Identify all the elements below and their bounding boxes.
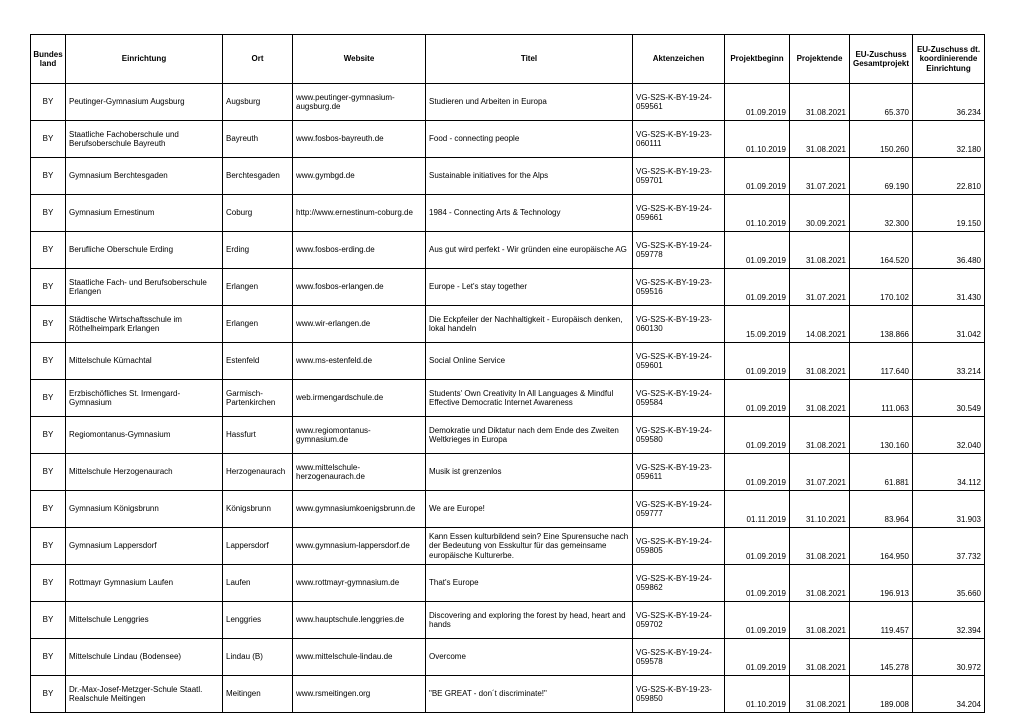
cell-website: www.mittelschule-herzogenaurach.de [293, 454, 426, 491]
cell-bundesland: BY [31, 232, 66, 269]
cell-projektende: 31.08.2021 [790, 380, 850, 417]
cell-aktenzeichen: VG-S2S-K-BY-19-24-059777 [633, 491, 725, 528]
cell-ort: Herzogenaurach [223, 454, 293, 491]
cell-eu-zuschuss-koordinierende: 36.234 [913, 84, 985, 121]
cell-ort: Meitingen [223, 676, 293, 713]
cell-einrichtung: Staatliche Fachoberschule und Berufsoberschule Bayreuth [66, 121, 223, 158]
table-row [31, 602, 985, 639]
cell-aktenzeichen: VG-S2S-K-BY-19-23-059611 [633, 454, 725, 491]
cell-eu-zuschuss-gesamtprojekt: 138.866 [850, 306, 913, 343]
cell-projektende: 31.07.2021 [790, 158, 850, 195]
cell-eu-zuschuss-koordinierende: 36.480 [913, 232, 985, 269]
cell-aktenzeichen: VG-S2S-K-BY-19-23-059516 [633, 269, 725, 306]
table-row [31, 565, 985, 602]
header-aktenzeichen: Aktenzeichen [633, 35, 725, 84]
cell-eu-zuschuss-gesamtprojekt: 164.950 [850, 528, 913, 565]
cell-titel: Overcome [426, 639, 633, 676]
table-row [31, 491, 985, 528]
cell-projektbeginn: 01.10.2019 [725, 676, 790, 713]
cell-eu-zuschuss-koordinierende: 19.150 [913, 195, 985, 232]
cell-projektbeginn: 01.09.2019 [725, 232, 790, 269]
cell-bundesland: BY [31, 269, 66, 306]
cell-titel: 1984 - Connecting Arts & Technology [426, 195, 633, 232]
cell-aktenzeichen: VG-S2S-K-BY-19-24-059661 [633, 195, 725, 232]
cell-ort: Berchtesgaden [223, 158, 293, 195]
cell-projektende: 31.08.2021 [790, 121, 850, 158]
cell-projektbeginn: 01.09.2019 [725, 380, 790, 417]
header-row [31, 35, 985, 84]
cell-projektende: 31.08.2021 [790, 417, 850, 454]
cell-ort: Erding [223, 232, 293, 269]
cell-titel: That's Europe [426, 565, 633, 602]
cell-aktenzeichen: VG-S2S-K-BY-19-23-059701 [633, 158, 725, 195]
table-row [31, 158, 985, 195]
cell-website: www.ms-estenfeld.de [293, 343, 426, 380]
cell-eu-zuschuss-koordinierende: 31.430 [913, 269, 985, 306]
cell-aktenzeichen: VG-S2S-K-BY-19-23-060130 [633, 306, 725, 343]
table-row [31, 380, 985, 417]
cell-eu-zuschuss-koordinierende: 22.810 [913, 158, 985, 195]
cell-website: www.fosbos-erlangen.de [293, 269, 426, 306]
cell-einrichtung: Gymnasium Berchtesgaden [66, 158, 223, 195]
cell-bundesland: BY [31, 491, 66, 528]
cell-eu-zuschuss-gesamtprojekt: 69.190 [850, 158, 913, 195]
table-row [31, 417, 985, 454]
cell-einrichtung: Gymnasium Ernestinum [66, 195, 223, 232]
cell-aktenzeichen: VG-S2S-K-BY-19-23-059850 [633, 676, 725, 713]
cell-ort: Garmisch-Partenkirchen [223, 380, 293, 417]
cell-aktenzeichen: VG-S2S-K-BY-19-24-059805 [633, 528, 725, 565]
cell-projektbeginn: 01.09.2019 [725, 639, 790, 676]
cell-eu-zuschuss-gesamtprojekt: 170.102 [850, 269, 913, 306]
cell-website: www.hauptschule.lenggries.de [293, 602, 426, 639]
cell-projektende: 31.08.2021 [790, 343, 850, 380]
cell-website: www.gymnasium-lappersdorf.de [293, 528, 426, 565]
cell-einrichtung: Gymnasium Lappersdorf [66, 528, 223, 565]
table-row [31, 121, 985, 158]
cell-titel: Food - connecting people [426, 121, 633, 158]
header-projektende: Projektende [790, 35, 850, 84]
cell-bundesland: BY [31, 306, 66, 343]
cell-projektbeginn: 01.09.2019 [725, 454, 790, 491]
cell-projektende: 31.08.2021 [790, 84, 850, 121]
cell-titel: Kann Essen kulturbildend sein? Eine Spurensuche nach der Bedeutung von Esskultur für das gemeinsame europäische Kulturerbe. [426, 528, 633, 565]
cell-projektbeginn: 01.09.2019 [725, 269, 790, 306]
cell-website: www.fosbos-bayreuth.de [293, 121, 426, 158]
cell-ort: Hassfurt [223, 417, 293, 454]
cell-website: www.peutinger-gymnasium-augsburg.de [293, 84, 426, 121]
cell-ort: Lenggries [223, 602, 293, 639]
cell-projektbeginn: 01.09.2019 [725, 565, 790, 602]
cell-bundesland: BY [31, 454, 66, 491]
cell-projektende: 31.08.2021 [790, 528, 850, 565]
cell-projektende: 31.08.2021 [790, 676, 850, 713]
cell-titel: Aus gut wird perfekt - Wir gründen eine europäische AG [426, 232, 633, 269]
cell-titel: Europe - Let's stay together [426, 269, 633, 306]
table-row [31, 676, 985, 713]
cell-eu-zuschuss-gesamtprojekt: 150.260 [850, 121, 913, 158]
cell-eu-zuschuss-koordinierende: 31.903 [913, 491, 985, 528]
cell-bundesland: BY [31, 343, 66, 380]
cell-titel: Discovering and exploring the forest by head, heart and hands [426, 602, 633, 639]
cell-website: www.mittelschule-lindau.de [293, 639, 426, 676]
cell-eu-zuschuss-koordinierende: 32.180 [913, 121, 985, 158]
cell-einrichtung: Peutinger-Gymnasium Augsburg [66, 84, 223, 121]
cell-website: www.gymnasiumkoenigsbrunn.de [293, 491, 426, 528]
cell-eu-zuschuss-koordinierende: 34.112 [913, 454, 985, 491]
cell-eu-zuschuss-koordinierende: 32.394 [913, 602, 985, 639]
cell-projektende: 31.08.2021 [790, 602, 850, 639]
cell-projektbeginn: 01.09.2019 [725, 343, 790, 380]
cell-ort: Augsburg [223, 84, 293, 121]
cell-eu-zuschuss-gesamtprojekt: 164.520 [850, 232, 913, 269]
header-ort: Ort [223, 35, 293, 84]
header-einrichtung: Einrichtung [66, 35, 223, 84]
cell-titel: We are Europe! [426, 491, 633, 528]
cell-einrichtung: Mittelschule Lenggries [66, 602, 223, 639]
cell-einrichtung: Rottmayr Gymnasium Laufen [66, 565, 223, 602]
cell-eu-zuschuss-koordinierende: 37.732 [913, 528, 985, 565]
cell-aktenzeichen: VG-S2S-K-BY-19-24-059561 [633, 84, 725, 121]
cell-aktenzeichen: VG-S2S-K-BY-19-24-059862 [633, 565, 725, 602]
projects-table [30, 34, 985, 713]
cell-bundesland: BY [31, 565, 66, 602]
cell-einrichtung: Dr.-Max-Josef-Metzger-Schule Staatl. Realschule Meitingen [66, 676, 223, 713]
cell-bundesland: BY [31, 195, 66, 232]
cell-titel: Students' Own Creativity In All Languages & Mindful Effective Democratic Internet Awareness [426, 380, 633, 417]
cell-ort: Lappersdorf [223, 528, 293, 565]
table-row [31, 195, 985, 232]
cell-bundesland: BY [31, 602, 66, 639]
cell-website: web.irmengardschule.de [293, 380, 426, 417]
cell-einrichtung: Städtische Wirtschaftsschule im Röthelheimpark Erlangen [66, 306, 223, 343]
cell-eu-zuschuss-koordinierende: 30.972 [913, 639, 985, 676]
cell-einrichtung: Gymnasium Königsbrunn [66, 491, 223, 528]
cell-projektende: 31.08.2021 [790, 639, 850, 676]
cell-ort: Königsbrunn [223, 491, 293, 528]
header-projektbeginn: Projektbeginn [725, 35, 790, 84]
cell-eu-zuschuss-gesamtprojekt: 117.640 [850, 343, 913, 380]
cell-eu-zuschuss-gesamtprojekt: 119.457 [850, 602, 913, 639]
cell-aktenzeichen: VG-S2S-K-BY-19-24-059601 [633, 343, 725, 380]
cell-aktenzeichen: VG-S2S-K-BY-19-24-059702 [633, 602, 725, 639]
cell-ort: Erlangen [223, 306, 293, 343]
cell-aktenzeichen: VG-S2S-K-BY-19-24-059578 [633, 639, 725, 676]
cell-aktenzeichen: VG-S2S-K-BY-19-24-059584 [633, 380, 725, 417]
cell-website: www.rsmeitingen.org [293, 676, 426, 713]
cell-einrichtung: Staatliche Fach- und Berufsoberschule Erlangen [66, 269, 223, 306]
table-row [31, 528, 985, 565]
cell-projektbeginn: 01.11.2019 [725, 491, 790, 528]
cell-titel: Musik ist grenzenlos [426, 454, 633, 491]
cell-eu-zuschuss-gesamtprojekt: 61.881 [850, 454, 913, 491]
cell-titel: Die Eckpfeiler der Nachhaltigkeit - Europäisch denken, lokal handeln [426, 306, 633, 343]
table-row [31, 454, 985, 491]
cell-eu-zuschuss-gesamtprojekt: 196.913 [850, 565, 913, 602]
table-row [31, 269, 985, 306]
cell-projektende: 30.09.2021 [790, 195, 850, 232]
header-bundesland: Bundes land [31, 35, 66, 84]
cell-einrichtung: Regiomontanus-Gymnasium [66, 417, 223, 454]
cell-titel: "BE GREAT - don´t discriminate!" [426, 676, 633, 713]
cell-website: www.wir-erlangen.de [293, 306, 426, 343]
cell-einrichtung: Mittelschule Lindau (Bodensee) [66, 639, 223, 676]
cell-projektbeginn: 15.09.2019 [725, 306, 790, 343]
header-eu-zuschuss-gesamtprojekt: EU-Zuschuss Gesamtprojekt [850, 35, 913, 84]
cell-bundesland: BY [31, 528, 66, 565]
table-row [31, 343, 985, 380]
table-body [31, 84, 985, 713]
cell-aktenzeichen: VG-S2S-K-BY-19-23-060111 [633, 121, 725, 158]
cell-projektende: 31.07.2021 [790, 269, 850, 306]
cell-eu-zuschuss-gesamtprojekt: 32.300 [850, 195, 913, 232]
cell-website: www.fosbos-erding.de [293, 232, 426, 269]
cell-bundesland: BY [31, 158, 66, 195]
cell-eu-zuschuss-gesamtprojekt: 145.278 [850, 639, 913, 676]
cell-eu-zuschuss-gesamtprojekt: 111.063 [850, 380, 913, 417]
cell-einrichtung: Erzbischöfliches St. Irmengard-Gymnasium [66, 380, 223, 417]
cell-projektbeginn: 01.09.2019 [725, 84, 790, 121]
cell-projektbeginn: 01.09.2019 [725, 417, 790, 454]
cell-eu-zuschuss-koordinierende: 31.042 [913, 306, 985, 343]
cell-projektbeginn: 01.10.2019 [725, 195, 790, 232]
cell-projektbeginn: 01.09.2019 [725, 528, 790, 565]
cell-titel: Social Online Service [426, 343, 633, 380]
cell-eu-zuschuss-koordinierende: 30.549 [913, 380, 985, 417]
cell-website: www.regiomontanus-gymnasium.de [293, 417, 426, 454]
cell-projektende: 14.08.2021 [790, 306, 850, 343]
cell-projektende: 31.07.2021 [790, 454, 850, 491]
cell-bundesland: BY [31, 676, 66, 713]
cell-eu-zuschuss-gesamtprojekt: 83.964 [850, 491, 913, 528]
cell-eu-zuschuss-koordinierende: 34.204 [913, 676, 985, 713]
header-website: Website [293, 35, 426, 84]
cell-einrichtung: Mittelschule Herzogenaurach [66, 454, 223, 491]
cell-titel: Demokratie und Diktatur nach dem Ende des Zweiten Weltkrieges in Europa [426, 417, 633, 454]
cell-eu-zuschuss-koordinierende: 33.214 [913, 343, 985, 380]
cell-eu-zuschuss-koordinierende: 35.660 [913, 565, 985, 602]
cell-ort: Coburg [223, 195, 293, 232]
cell-ort: Lindau (B) [223, 639, 293, 676]
cell-bundesland: BY [31, 417, 66, 454]
table-row [31, 639, 985, 676]
cell-titel: Sustainable initiatives for the Alps [426, 158, 633, 195]
cell-website: www.gymbgd.de [293, 158, 426, 195]
cell-ort: Bayreuth [223, 121, 293, 158]
cell-eu-zuschuss-koordinierende: 32.040 [913, 417, 985, 454]
cell-aktenzeichen: VG-S2S-K-BY-19-24-059778 [633, 232, 725, 269]
table-row [31, 232, 985, 269]
cell-website: http://www.ernestinum-coburg.de [293, 195, 426, 232]
cell-bundesland: BY [31, 380, 66, 417]
cell-bundesland: BY [31, 639, 66, 676]
cell-projektbeginn: 01.09.2019 [725, 602, 790, 639]
cell-projektende: 31.08.2021 [790, 565, 850, 602]
cell-titel: Studieren und Arbeiten in Europa [426, 84, 633, 121]
cell-einrichtung: Berufliche Oberschule Erding [66, 232, 223, 269]
table-row [31, 306, 985, 343]
cell-projektende: 31.08.2021 [790, 232, 850, 269]
cell-ort: Estenfeld [223, 343, 293, 380]
header-titel: Titel [426, 35, 633, 84]
cell-ort: Laufen [223, 565, 293, 602]
cell-eu-zuschuss-gesamtprojekt: 130.160 [850, 417, 913, 454]
table-row [31, 84, 985, 121]
header-eu-zuschuss-koordinierende: EU-Zuschuss dt. koordinierende Einrichtung [913, 35, 985, 84]
cell-einrichtung: Mittelschule Kürnachtal [66, 343, 223, 380]
cell-bundesland: BY [31, 84, 66, 121]
cell-projektbeginn: 01.10.2019 [725, 121, 790, 158]
cell-eu-zuschuss-gesamtprojekt: 65.370 [850, 84, 913, 121]
cell-bundesland: BY [31, 121, 66, 158]
cell-website: www.rottmayr-gymnasium.de [293, 565, 426, 602]
cell-aktenzeichen: VG-S2S-K-BY-19-24-059580 [633, 417, 725, 454]
cell-projektbeginn: 01.09.2019 [725, 158, 790, 195]
cell-ort: Erlangen [223, 269, 293, 306]
cell-eu-zuschuss-gesamtprojekt: 189.008 [850, 676, 913, 713]
cell-projektende: 31.10.2021 [790, 491, 850, 528]
